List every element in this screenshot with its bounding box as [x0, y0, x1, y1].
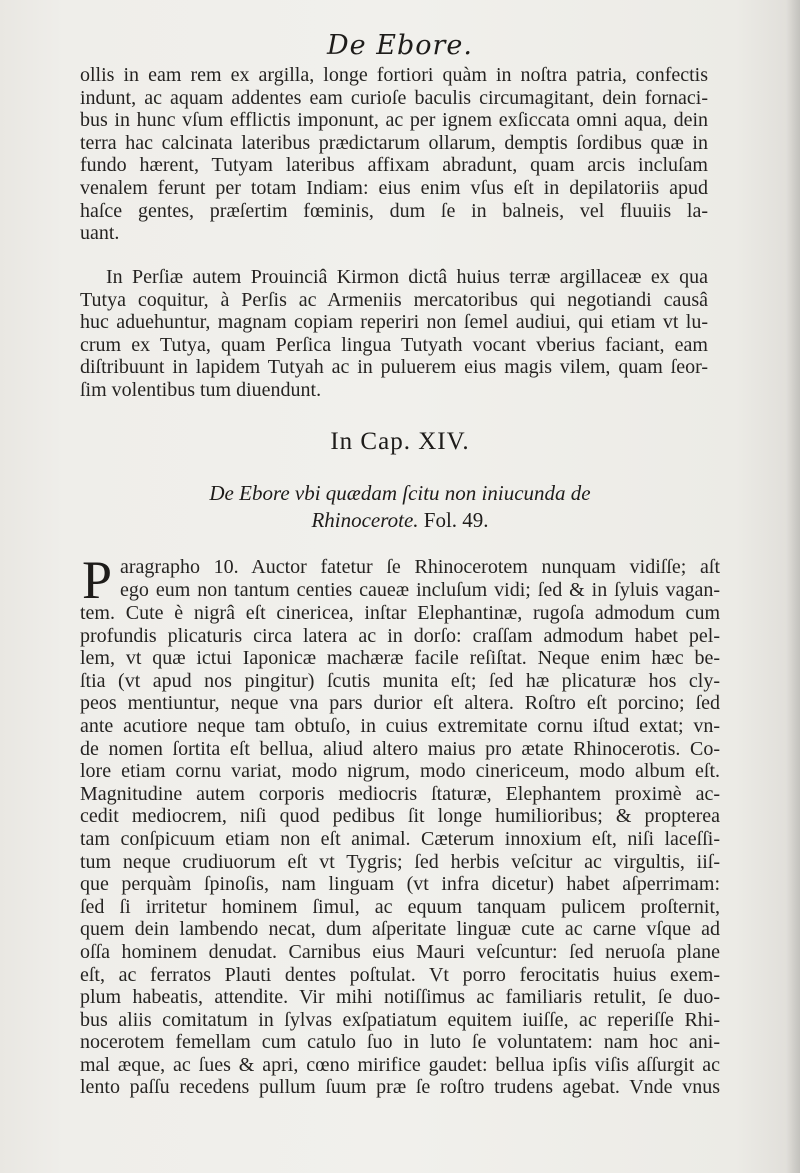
para1-line: bus in hunc vſum efflictis imponunt, ac per ignem exſiccata omni aqua, dein	[80, 109, 708, 132]
para3-line: lore etiam cornu variat, modo nigrum, modo cinericeum, modo album eſt.	[80, 760, 720, 783]
paragraph-2	[80, 266, 708, 402]
para3-line: oſſa hominem denudat. Carnibus eius Mauri veſcuntur: ſed neruoſa plane	[80, 940, 720, 963]
para3-line: bus aliis comitatum in ſylvas exſpatiatum equitem iuiſſe, ac reperiſſe Rhi-	[80, 1008, 720, 1031]
para3-line: eſt, ac ferratos Plauti dentes poſtulat. Vt porro ferocitatis huius exem-	[80, 963, 720, 986]
page-edge-shadow	[786, 0, 800, 1173]
para3-line: mal æque, ac ſues & apri, cœno mirifice gaudet: bellua ipſis viſis aſſurgit ac	[80, 1053, 720, 1076]
para2-line: crum ex Tutya, quam Perſica lingua Tutyath vocant vberius faciant, eam	[80, 333, 708, 356]
para3-line: tum neque crudiuorum eſt vt Tygris; ſed herbis veſcitur ac virgultis, iiſ-	[80, 850, 720, 873]
para3-line: de nomen ſortita eſt bellua, aliud altero maius pro ætate Rhinocerotis. Co-	[80, 737, 720, 760]
para1-line: terra hac calcinata lateribus prædictarum ollarum, demptis ſordibus quæ in	[80, 131, 708, 154]
para3-first-line: aragrapho 10. Auctor fatetur ſe Rhinocerotem nunquam vidiſſe; aſt	[120, 556, 720, 578]
para1-line: indunt, ac aquam addentes eam curioſe baculis circumagitant, dein fornaci-	[80, 86, 708, 109]
para3-line: ante acutiore neque tam obtuſo, in cuius extremitate cornu iſtud extat; vn-	[80, 714, 720, 737]
para3-line: quem dein lambendo necat, dum aſperitate linguæ cute ac carne vſque ad	[80, 918, 720, 941]
subheading-folio: Fol. 49.	[418, 508, 489, 532]
paragraph-3-opening	[120, 556, 720, 601]
subheading-line-2	[0, 508, 800, 533]
paragraph-1	[80, 64, 708, 245]
para3-line: tam conſpicuum etiam non eſt animal. Cæterum innoxium eſt, niſi laceſſi-	[80, 827, 720, 850]
para3-line: profundis plicaturis circa latera ac in dorſo: craſſam admodum habet pel-	[80, 624, 720, 647]
para3-first-line: ego eum non tantum centies caueæ incluſum vidi; ſed & in ſyluis vagan-	[120, 578, 720, 601]
para3-line: cedit mediocrem, niſi quod pedibus ſit longe humilioribus; & propterea	[80, 805, 720, 828]
subheading-italic: Rhinocerote.	[311, 508, 419, 532]
para1-line: venalem ferunt per totam Indiam: eius enim vſus eſt in depilatoriis apud	[80, 176, 708, 199]
para3-line: plum habeatis, attendite. Vir mihi notiſſimus ac familiaris retulit, ſe duo-	[80, 986, 720, 1009]
para1-line: fundo hærent, Tutyam lateribus affixam abradunt, quam arcis incluſam	[80, 154, 708, 177]
para1-line: ollis in eam rem ex argilla, longe fortiori quàm in noſtra patria, confectis	[80, 64, 708, 86]
para3-line: peos mentiuntur, neque vna pars durior eſt altera. Roſtro eſt porcino; ſed	[80, 692, 720, 715]
para3-line: Magnitudine autem corporis mediocris ſtaturæ, Elephantem proximè ac-	[80, 782, 720, 805]
para2-line: diſtribuunt in lapidem Tutyah ac in puluerem eius magis vilem, quam ſeor-	[80, 356, 708, 379]
para3-line: lento paſſu recedens pullum ſuum præ ſe roſtro trudens agebat. Vnde vnus	[80, 1076, 720, 1099]
subheading-line-1: De Ebore vbi quædam ſcitu non iniucunda de	[209, 481, 591, 505]
para2-line: Tutya coquitur, à Perſis ac Armeniis mercatoribus qui negotiandi causâ	[80, 288, 708, 311]
para3-line: ſed ſi irritetur hominem ſimul, ac equum tanquam pulicem proſternit,	[80, 895, 720, 918]
para1-line: haſce gentes, præſertim fœminis, dum ſe in balneis, vel fluuiis la-	[80, 199, 708, 222]
para1-line: uant.	[80, 222, 120, 245]
para2-line: In Perſiæ autem Prouinciâ Kirmon dictâ huius terræ argillaceæ ex qua	[106, 266, 708, 288]
para3-line: que perquàm ſpinoſis, nam linguam (vt infra dicetur) habet aſperrimam:	[80, 873, 720, 896]
running-head: De Ebore.	[327, 30, 473, 61]
para3-line: nocerotem femellam cum catulo ſuo in luto ſe voluntatem: nam hoc ani-	[80, 1031, 720, 1054]
para2-line: ſim volentibus tum diuendunt.	[80, 378, 322, 401]
drop-cap: P	[82, 550, 113, 610]
para3-line: tem. Cute è nigrâ eſt cinericea, inſtar Elephantinæ, rugoſa admodum cum	[80, 602, 720, 624]
para3-line: lem, vt quæ ictui Iaponicæ machæræ facile reſiſtat. Neque enim hæc be-	[80, 647, 720, 670]
paragraph-3	[80, 602, 720, 1099]
chapter-heading: In Cap. XIV.	[330, 428, 470, 455]
para3-line: ſtia (vt apud nos pingitur) ſcutis munita eſt; ſed hæ plicaturæ hos cly-	[80, 669, 720, 692]
para2-line: huc aduehuntur, magnam copiam reperiri non ſemel audiui, qui etiam vt lu-	[80, 311, 708, 334]
